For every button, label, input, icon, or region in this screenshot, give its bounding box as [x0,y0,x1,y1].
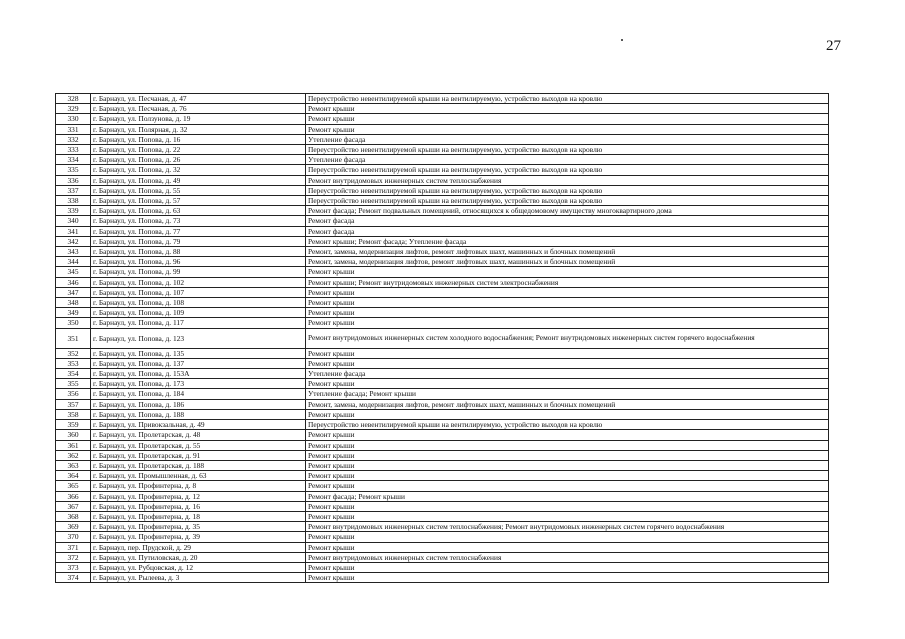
row-address: г. Барнаул, ул. Попова, д. 123 [91,328,306,348]
row-works: Утепление фасада; Ремонт крыши [306,389,829,399]
row-works: Ремонт крыши [306,409,829,419]
row-address: г. Барнаул, ул. Попова, д. 63 [91,206,306,216]
row-number: 342 [56,236,91,246]
row-works: Ремонт крыши [306,450,829,460]
row-address: г. Барнаул, ул. Попова, д. 55 [91,185,306,195]
registry-table-body [56,94,829,583]
row-works: Переустройство невентилируемой крыши на вентилируемую, устройство выходов на кровлю [306,196,829,206]
row-number: 330 [56,114,91,124]
row-works: Ремонт крыши [306,124,829,134]
row-address: г. Барнаул, ул. Пролетарская, д. 188 [91,460,306,470]
scan-dot [621,39,623,41]
table-row [56,389,829,399]
row-address: г. Барнаул, ул. Рубцовская, д. 12 [91,562,306,572]
row-number: 331 [56,124,91,134]
page-number: 27 [826,38,841,54]
table-row [56,287,829,297]
table-row [56,430,829,440]
table-row [56,460,829,470]
row-address: г. Барнаул, ул. Попова, д. 73 [91,216,306,226]
table-row [56,145,829,155]
row-address: г. Барнаул, ул. Попова, д. 32 [91,165,306,175]
row-works: Ремонт крыши [306,287,829,297]
row-number: 354 [56,369,91,379]
table-row [56,94,829,104]
row-address: г. Барнаул, ул. Песчаная, д. 47 [91,94,306,104]
row-number: 370 [56,532,91,542]
row-address: г. Барнаул, ул. Песчаная, д. 76 [91,104,306,114]
row-number: 338 [56,196,91,206]
row-address: г. Барнаул, ул. Профинтерна, д. 18 [91,511,306,521]
row-address: г. Барнаул, ул. Попова, д. 77 [91,226,306,236]
row-works: Переустройство невентилируемой крыши на вентилируемую, устройство выходов на кровлю [306,420,829,430]
table-row [56,134,829,144]
table-row [56,328,829,348]
table-row [56,522,829,532]
row-number: 365 [56,481,91,491]
row-number: 368 [56,511,91,521]
row-works: Ремонт крыши [306,481,829,491]
row-address: г. Барнаул, ул. Попова, д. 49 [91,175,306,185]
row-address: г. Барнаул, ул. Профинтерна, д. 16 [91,501,306,511]
row-works: Ремонт фасада [306,226,829,236]
table-row [56,532,829,542]
row-works: Ремонт крыши [306,542,829,552]
row-number: 372 [56,552,91,562]
table-row [56,399,829,409]
table-row [56,440,829,450]
row-works: Ремонт крыши [306,104,829,114]
row-works: Ремонт внутридомовых инженерных систем холодного водоснабжения; Ремонт внутридомовых инженерных систем горячего водоснабжения [306,328,829,348]
table-row [56,450,829,460]
row-works: Ремонт внутридомовых инженерных систем теплоснабжения [306,552,829,562]
row-works: Ремонт крыши [306,471,829,481]
row-works: Ремонт крыши [306,562,829,572]
table-row [56,185,829,195]
row-works: Ремонт крыши [306,511,829,521]
row-address: г. Барнаул, ул. Попова, д. 16 [91,134,306,144]
row-works: Утепление фасада [306,134,829,144]
row-works: Ремонт, замена, модернизация лифтов, ремонт лифтовых шахт, машинных и блочных помещений [306,257,829,267]
table-row [56,318,829,328]
table-row [56,369,829,379]
row-works: Ремонт крыши [306,267,829,277]
row-number: 353 [56,358,91,368]
row-works: Ремонт крыши [306,440,829,450]
row-works: Ремонт внутридомовых инженерных систем теплоснабжения; Ремонт внутридомовых инженерных систем горячего водоснабжения [306,522,829,532]
row-works: Утепление фасада [306,369,829,379]
row-number: 336 [56,175,91,185]
table-row [56,348,829,358]
row-number: 357 [56,399,91,409]
table-row [56,471,829,481]
table-row [56,277,829,287]
row-number: 374 [56,573,91,583]
row-works: Ремонт, замена, модернизация лифтов, ремонт лифтовых шахт, машинных и блочных помещений [306,399,829,409]
row-number: 348 [56,298,91,308]
table-row [56,409,829,419]
table-row [56,542,829,552]
row-number: 361 [56,440,91,450]
row-works: Ремонт крыши [306,298,829,308]
table-row [56,491,829,501]
row-address: г. Барнаул, ул. Попова, д. 186 [91,399,306,409]
table-row [56,206,829,216]
table-row [56,358,829,368]
row-works: Ремонт фасада; Ремонт подвальных помещений, относящихся к общедомовому имуществу многоквартирного дома [306,206,829,216]
row-number: 349 [56,308,91,318]
row-works: Ремонт, замена, модернизация лифтов, ремонт лифтовых шахт, машинных и блочных помещений [306,247,829,257]
row-number: 333 [56,145,91,155]
row-number: 341 [56,226,91,236]
table-row [56,562,829,572]
table-row [56,298,829,308]
table-row [56,196,829,206]
row-works: Ремонт крыши; Ремонт внутридомовых инженерных систем электроснабжения [306,277,829,287]
row-number: 359 [56,420,91,430]
row-address: г. Барнаул, ул. Попова, д. 57 [91,196,306,206]
table-row [56,552,829,562]
row-address: г. Барнаул, ул. Попова, д. 137 [91,358,306,368]
table-row [56,501,829,511]
row-address: г. Барнаул, ул. Рылеева, д. 3 [91,573,306,583]
row-number: 346 [56,277,91,287]
row-address: г. Барнаул, ул. Попова, д. 173 [91,379,306,389]
row-address: г. Барнаул, ул. Попова, д. 153А [91,369,306,379]
row-works: Ремонт крыши [306,460,829,470]
table-row [56,308,829,318]
row-number: 340 [56,216,91,226]
row-address: г. Барнаул, ул. Попова, д. 117 [91,318,306,328]
row-address: г. Барнаул, ул. Попова, д. 109 [91,308,306,318]
row-number: 328 [56,94,91,104]
row-address: г. Барнаул, ул. Пролетарская, д. 91 [91,450,306,460]
row-works: Ремонт крыши [306,501,829,511]
row-number: 329 [56,104,91,114]
row-works: Ремонт крыши [306,430,829,440]
row-address: г. Барнаул, ул. Полярная, д. 32 [91,124,306,134]
row-address: г. Барнаул, пер. Прудской, д. 29 [91,542,306,552]
row-address: г. Барнаул, ул. Попова, д. 188 [91,409,306,419]
table-row [56,420,829,430]
row-number: 356 [56,389,91,399]
row-address: г. Барнаул, ул. Попова, д. 108 [91,298,306,308]
row-number: 350 [56,318,91,328]
row-number: 352 [56,348,91,358]
row-works: Ремонт крыши [306,318,829,328]
row-number: 339 [56,206,91,216]
row-number: 366 [56,491,91,501]
row-address: г. Барнаул, ул. Попова, д. 79 [91,236,306,246]
row-address: г. Барнаул, ул. Привокзальная, д. 49 [91,420,306,430]
row-number: 371 [56,542,91,552]
row-address: г. Барнаул, ул. Попова, д. 107 [91,287,306,297]
row-address: г. Барнаул, ул. Попова, д. 135 [91,348,306,358]
row-number: 362 [56,450,91,460]
row-number: 335 [56,165,91,175]
row-number: 344 [56,257,91,267]
row-number: 347 [56,287,91,297]
row-works: Ремонт крыши [306,358,829,368]
row-number: 358 [56,409,91,419]
table-row [56,114,829,124]
table-row [56,216,829,226]
row-works: Переустройство невентилируемой крыши на вентилируемую, устройство выходов на кровлю [306,185,829,195]
row-address: г. Барнаул, ул. Попова, д. 184 [91,389,306,399]
table-row [56,267,829,277]
row-number: 364 [56,471,91,481]
row-works: Переустройство невентилируемой крыши на вентилируемую, устройство выходов на кровлю [306,145,829,155]
row-number: 334 [56,155,91,165]
row-number: 337 [56,185,91,195]
row-works: Переустройство невентилируемой крыши на вентилируемую, устройство выходов на кровлю [306,165,829,175]
table-row [56,573,829,583]
row-works: Ремонт крыши; Ремонт фасада; Утепление фасада [306,236,829,246]
table-row [56,165,829,175]
row-address: г. Барнаул, ул. Пролетарская, д. 55 [91,440,306,450]
table-row [56,481,829,491]
row-number: 345 [56,267,91,277]
row-address: г. Барнаул, ул. Попова, д. 96 [91,257,306,267]
row-number: 360 [56,430,91,440]
row-works: Ремонт крыши [306,348,829,358]
row-number: 332 [56,134,91,144]
row-number: 369 [56,522,91,532]
row-address: г. Барнаул, ул. Промышленная, д. 63 [91,471,306,481]
table-row [56,511,829,521]
row-address: г. Барнаул, ул. Путиловская, д. 20 [91,552,306,562]
registry-table [55,93,829,583]
table-row [56,236,829,246]
table-row [56,124,829,134]
row-number: 373 [56,562,91,572]
row-address: г. Барнаул, ул. Профинтерна, д. 12 [91,491,306,501]
row-works: Ремонт фасада; Ремонт крыши [306,491,829,501]
row-address: г. Барнаул, ул. Профинтерна, д. 8 [91,481,306,491]
row-address: г. Барнаул, ул. Попова, д. 26 [91,155,306,165]
row-address: г. Барнаул, ул. Попова, д. 102 [91,277,306,287]
row-address: г. Барнаул, ул. Попова, д. 99 [91,267,306,277]
row-works: Переустройство невентилируемой крыши на вентилируемую, устройство выходов на кровлю [306,94,829,104]
row-works: Ремонт крыши [306,573,829,583]
row-works: Утепление фасада [306,155,829,165]
row-address: г. Барнаул, ул. Профинтерна, д. 39 [91,532,306,542]
table-row [56,104,829,114]
table-row [56,379,829,389]
row-works: Ремонт крыши [306,379,829,389]
row-works: Ремонт внутридомовых инженерных систем теплоснабжения [306,175,829,185]
table-row [56,226,829,236]
table-row [56,155,829,165]
row-number: 367 [56,501,91,511]
row-number: 355 [56,379,91,389]
row-works: Ремонт крыши [306,308,829,318]
row-address: г. Барнаул, ул. Попова, д. 88 [91,247,306,257]
table-row [56,257,829,267]
row-address: г. Барнаул, ул. Ползунова, д. 19 [91,114,306,124]
row-address: г. Барнаул, ул. Профинтерна, д. 35 [91,522,306,532]
row-number: 343 [56,247,91,257]
table-row [56,175,829,185]
row-number: 363 [56,460,91,470]
row-works: Ремонт фасада [306,216,829,226]
row-address: г. Барнаул, ул. Пролетарская, д. 48 [91,430,306,440]
row-address: г. Барнаул, ул. Попова, д. 22 [91,145,306,155]
row-works: Ремонт крыши [306,114,829,124]
row-works: Ремонт крыши [306,532,829,542]
table-row [56,247,829,257]
row-number: 351 [56,328,91,348]
